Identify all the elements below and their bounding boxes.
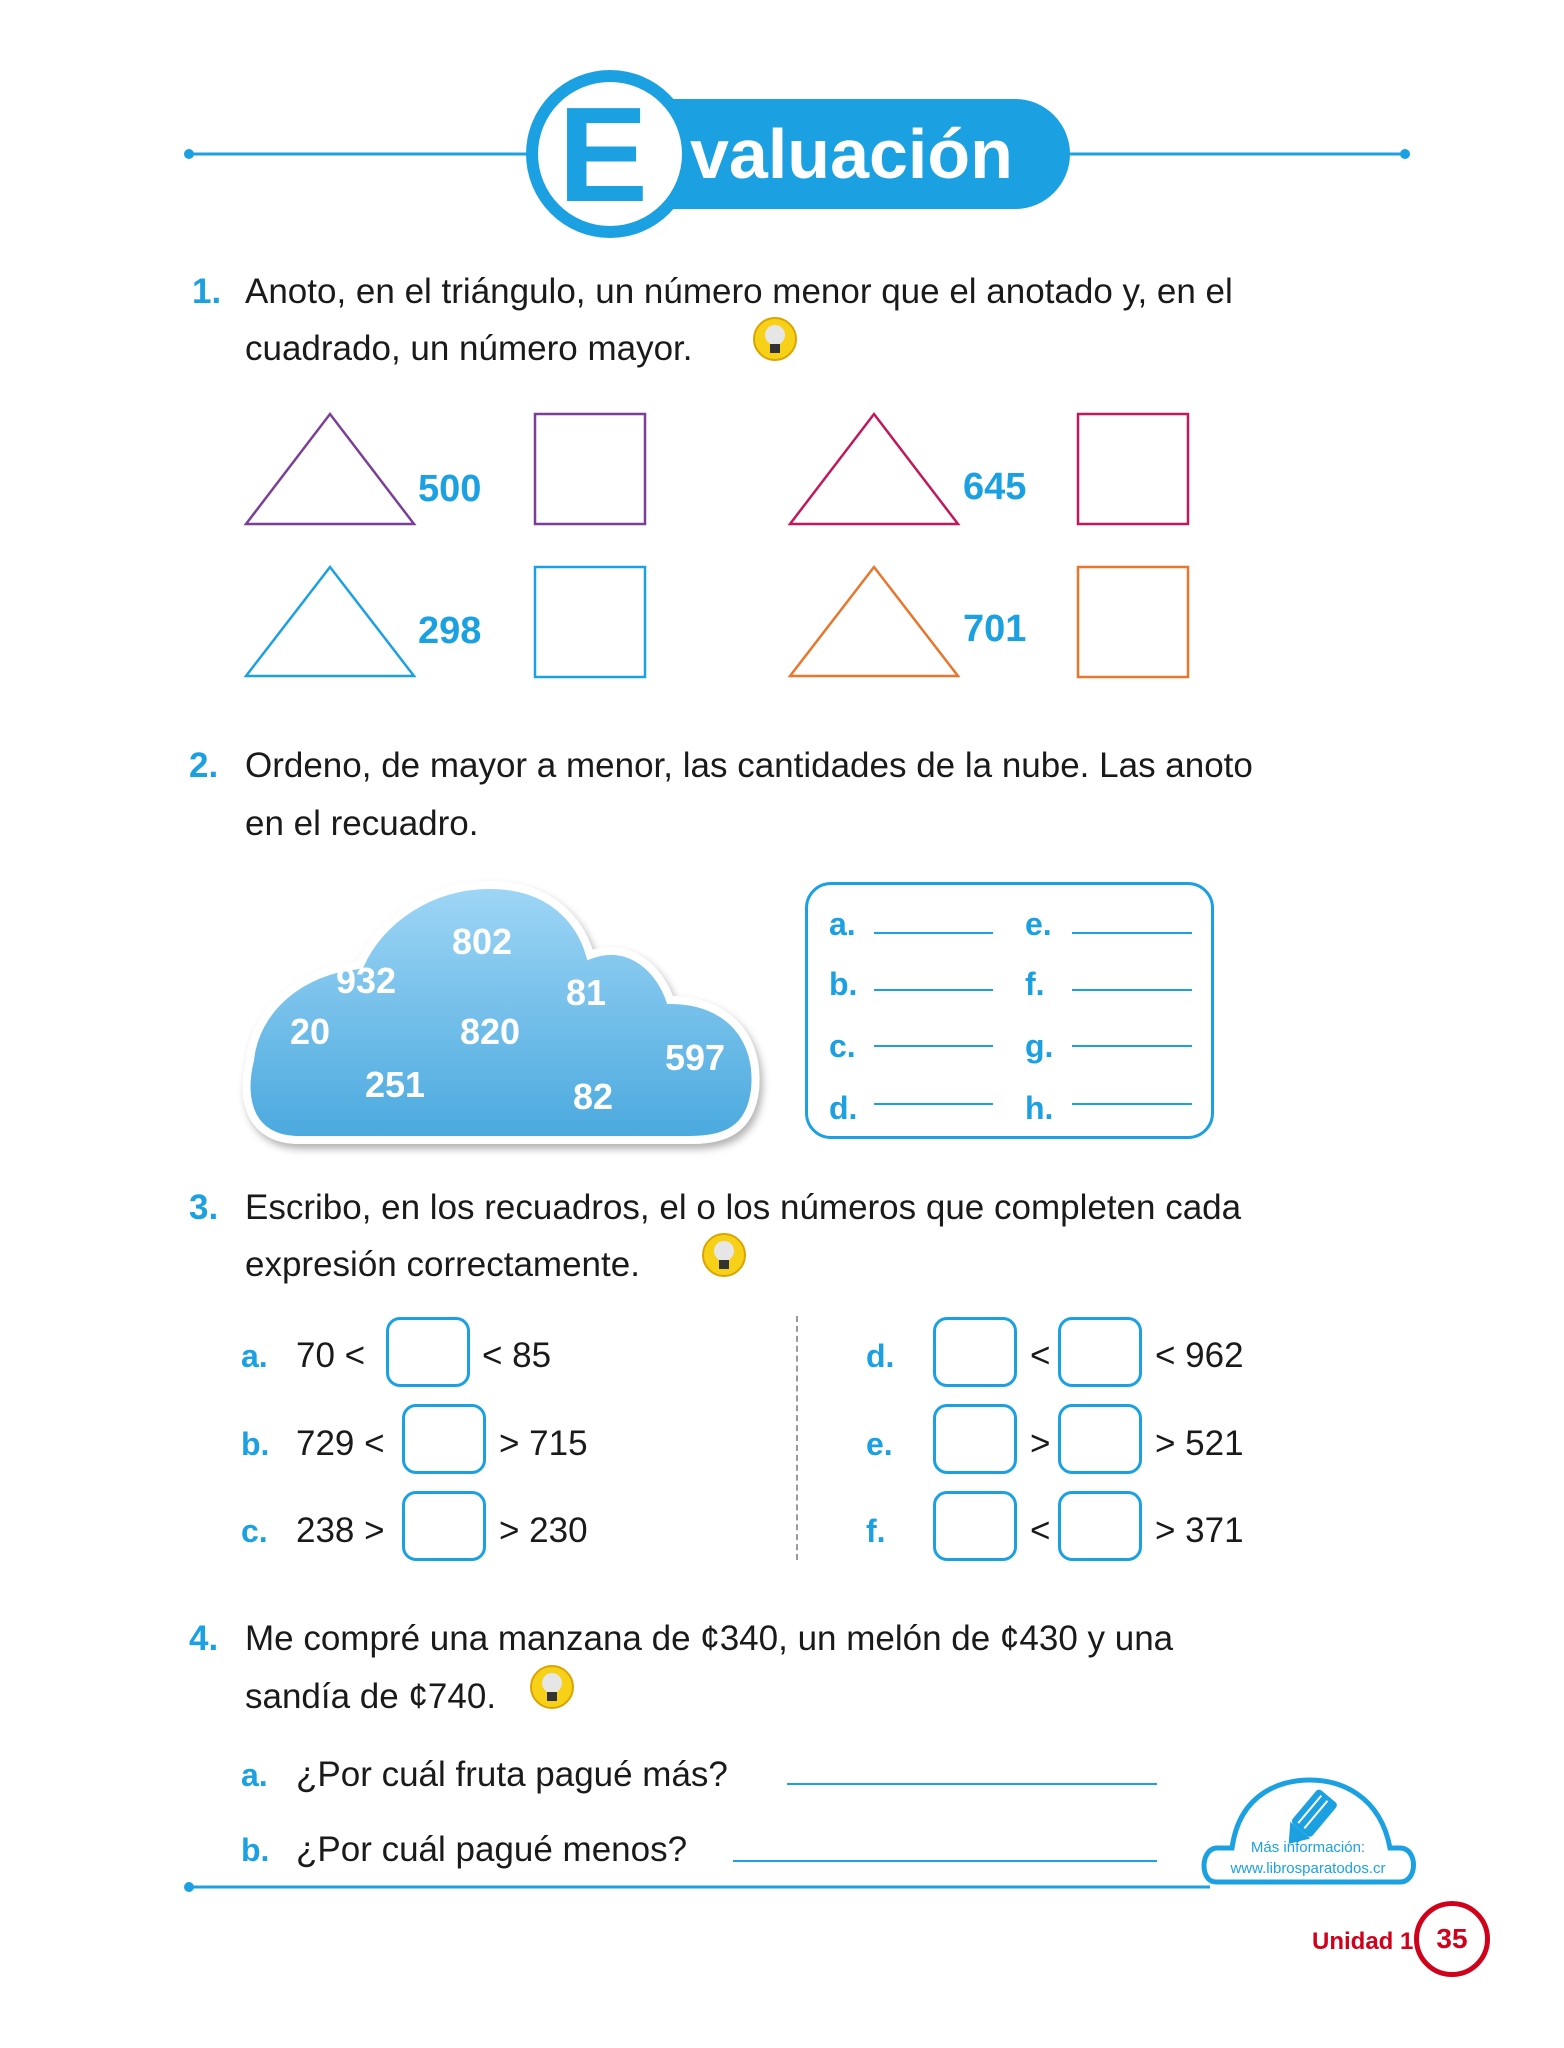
q4-text-line: sandía de ¢740. bbox=[245, 1677, 497, 1716]
answer-box-input[interactable] bbox=[402, 1491, 486, 1561]
expr-after: > 371 bbox=[1155, 1511, 1244, 1550]
item-label: f. bbox=[866, 1513, 886, 1549]
expr-after: > 715 bbox=[499, 1424, 588, 1463]
answer-line[interactable] bbox=[874, 1045, 993, 1047]
q3-text-line: Escribo, en los recuadros, el o los números que completen cada bbox=[245, 1188, 1242, 1227]
question-text: ¿Por cuál pagué menos? bbox=[296, 1830, 688, 1869]
q3-number: 3. bbox=[189, 1188, 219, 1227]
lightbulb-icon bbox=[529, 1664, 575, 1710]
unit-label: Unidad 1 bbox=[1312, 1928, 1414, 1955]
answer-line[interactable] bbox=[1072, 989, 1192, 991]
cloud-number: 932 bbox=[335, 960, 397, 1001]
cloud-number: 20 bbox=[289, 1011, 331, 1052]
answer-line[interactable] bbox=[874, 932, 993, 934]
answer-box-input[interactable] bbox=[933, 1317, 1017, 1387]
q4-text-line: Me compré una manzana de ¢340, un melón de ¢430 y una bbox=[245, 1619, 1174, 1658]
answer-label: a. bbox=[829, 906, 856, 942]
cloud-number: 820 bbox=[459, 1011, 521, 1052]
answer-line[interactable] bbox=[1072, 1103, 1192, 1105]
answer-line[interactable] bbox=[874, 989, 993, 991]
info-title: Más información: bbox=[1250, 1839, 1366, 1856]
answer-line[interactable] bbox=[1072, 1045, 1192, 1047]
triangle-shape bbox=[246, 567, 414, 676]
item-label: a. bbox=[241, 1338, 268, 1374]
answer-label: d. bbox=[829, 1090, 858, 1126]
item-label: c. bbox=[241, 1513, 268, 1549]
q1-text-line: Anoto, en el triángulo, un número menor que el anotado y, en el bbox=[245, 272, 1233, 311]
cloud-number: 802 bbox=[451, 921, 513, 962]
answer-box-input[interactable] bbox=[1058, 1317, 1142, 1387]
answer-label: g. bbox=[1025, 1028, 1054, 1064]
q3-text-line: expresión correctamente. bbox=[245, 1245, 640, 1284]
item-label: a. bbox=[241, 1757, 268, 1793]
q1-shapes bbox=[0, 400, 1564, 690]
lightbulb-icon bbox=[752, 316, 798, 362]
title-initial: E bbox=[558, 79, 649, 230]
cloud-number: 81 bbox=[565, 972, 607, 1013]
answer-box bbox=[805, 882, 1214, 1139]
expr-before: 238 > bbox=[296, 1511, 385, 1550]
q2-text-line: Ordeno, de mayor a menor, las cantidades de la nube. Las anoto bbox=[245, 746, 1253, 785]
page-number: 35 bbox=[1414, 1901, 1490, 1977]
expr-after: < 85 bbox=[482, 1336, 552, 1375]
square-shape bbox=[1078, 567, 1188, 677]
triangle-shape bbox=[790, 567, 958, 676]
expr-after: > 521 bbox=[1155, 1424, 1244, 1463]
cloud-number: 597 bbox=[664, 1037, 726, 1078]
expr-op: < bbox=[1030, 1511, 1051, 1550]
answer-line[interactable] bbox=[1072, 932, 1192, 934]
item-label: e. bbox=[866, 1426, 893, 1462]
q1-value: 701 bbox=[963, 608, 1027, 650]
expr-op: > bbox=[1030, 1424, 1051, 1463]
q2-number: 2. bbox=[189, 746, 219, 785]
cloud-number: 251 bbox=[364, 1064, 426, 1105]
square-shape bbox=[1078, 414, 1188, 524]
answer-box-input[interactable] bbox=[933, 1404, 1017, 1474]
cloud-number: 82 bbox=[572, 1076, 614, 1117]
q1-number: 1. bbox=[192, 272, 222, 311]
q1-value: 645 bbox=[963, 466, 1027, 508]
answer-box-input[interactable] bbox=[386, 1317, 470, 1387]
q1-value: 298 bbox=[418, 610, 482, 652]
triangle-shape bbox=[246, 414, 414, 524]
column-divider bbox=[796, 1316, 798, 1560]
q1-text-line: cuadrado, un número mayor. bbox=[245, 329, 693, 368]
lightbulb-icon bbox=[701, 1232, 747, 1278]
answer-label: h. bbox=[1025, 1090, 1054, 1126]
expr-op: < bbox=[1030, 1336, 1051, 1375]
answer-label: b. bbox=[829, 966, 858, 1002]
item-label: d. bbox=[866, 1338, 895, 1374]
q1-value: 500 bbox=[418, 468, 482, 510]
answer-box-input[interactable] bbox=[1058, 1404, 1142, 1474]
item-label: b. bbox=[241, 1832, 270, 1868]
expr-after: > 230 bbox=[499, 1511, 588, 1550]
answer-label: e. bbox=[1025, 906, 1052, 942]
expr-before: 729 < bbox=[296, 1424, 385, 1463]
answer-box-input[interactable] bbox=[933, 1491, 1017, 1561]
footer-rule bbox=[0, 1760, 1564, 1910]
q4-number: 4. bbox=[189, 1619, 219, 1658]
answer-line[interactable] bbox=[874, 1103, 993, 1105]
answer-label: f. bbox=[1025, 966, 1045, 1002]
item-label: b. bbox=[241, 1426, 270, 1462]
expr-before: 70 < bbox=[296, 1336, 366, 1375]
answer-box-input[interactable] bbox=[1058, 1491, 1142, 1561]
info-url[interactable]: www.librosparatodos.cr bbox=[1230, 1860, 1386, 1877]
q2-text-line: en el recuadro. bbox=[245, 804, 479, 843]
page-title: valuación bbox=[690, 115, 1013, 193]
square-shape bbox=[535, 414, 645, 524]
answer-box-input[interactable] bbox=[402, 1404, 486, 1474]
question-text: ¿Por cuál fruta pagué más? bbox=[296, 1755, 728, 1794]
answer-label: c. bbox=[829, 1028, 856, 1064]
square-shape bbox=[535, 567, 645, 677]
expr-after: < 962 bbox=[1155, 1336, 1244, 1375]
triangle-shape bbox=[790, 414, 958, 524]
